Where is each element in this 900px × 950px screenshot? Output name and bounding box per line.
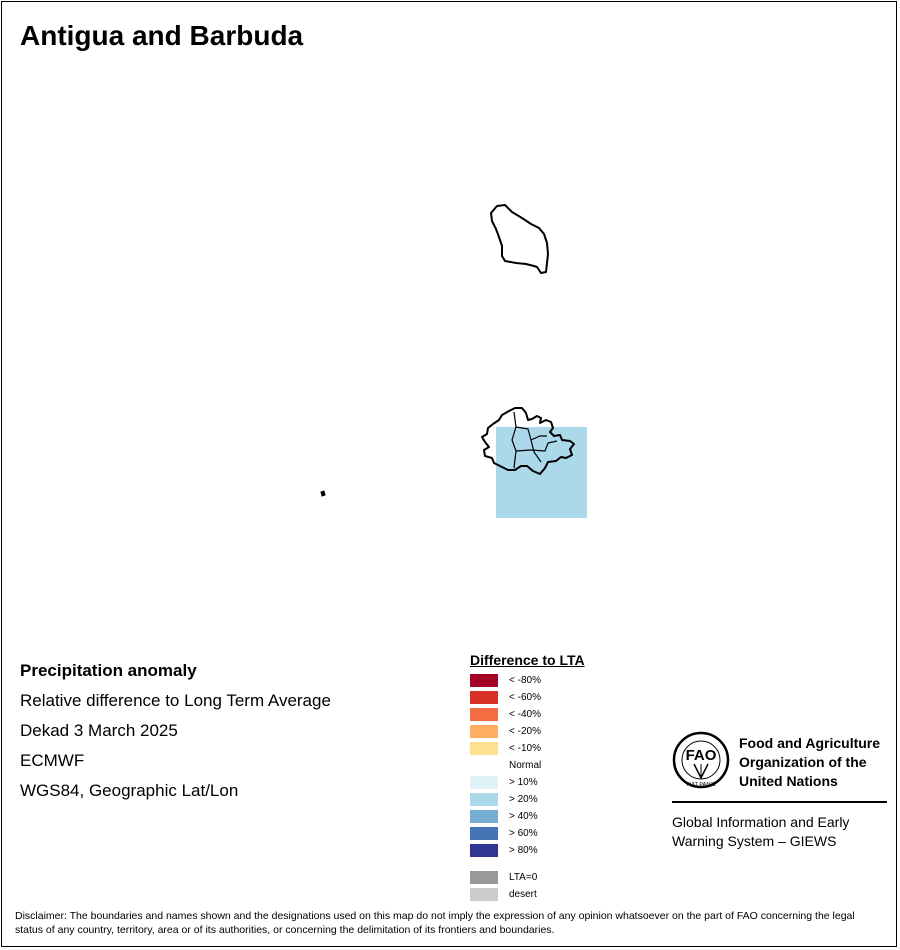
map-data-source: ECMWF (20, 751, 85, 770)
legend-item (470, 808, 585, 825)
map-variable-heading: Precipitation anomaly (20, 661, 197, 680)
legend-swatch (470, 810, 498, 823)
fao-organization-name: Food and Agriculture Organization of the United Nations (739, 735, 881, 789)
legend-label: > 10% (509, 777, 538, 788)
legend-title: Difference to LTA (470, 652, 585, 668)
legend-label: > 60% (509, 828, 538, 839)
fao-logo-motto: FIAT PANIS (686, 782, 716, 788)
legend-swatch (470, 691, 498, 704)
legend-label: < -20% (509, 726, 541, 737)
legend-swatch (470, 827, 498, 840)
legend-item (470, 672, 585, 689)
legend-swatch (470, 742, 498, 755)
legend-item (470, 791, 585, 808)
legend-swatch (470, 844, 498, 857)
map-title: Antigua and Barbuda (20, 20, 304, 51)
map-period: Dekad 3 March 2025 (20, 721, 178, 740)
redonda-island-outline (321, 491, 325, 496)
map-variable-description: Relative difference to Long Term Average (20, 691, 331, 710)
legend-swatch (470, 776, 498, 789)
legend-swatch (470, 759, 498, 772)
legend-item (470, 842, 585, 859)
legend-label: < -80% (509, 675, 541, 686)
legend-swatch (470, 708, 498, 721)
legend-item (470, 869, 585, 886)
legend-items (470, 672, 585, 859)
legend-item (470, 886, 585, 903)
fao-divider (672, 801, 887, 803)
legend-item (470, 740, 585, 757)
legend-swatch (470, 793, 498, 806)
legend-label: > 40% (509, 811, 538, 822)
legend (470, 652, 585, 903)
legend-item (470, 774, 585, 791)
legend-swatch (470, 674, 498, 687)
legend-item (470, 723, 585, 740)
legend-extra-items (470, 869, 585, 903)
legend-label: < -40% (509, 709, 541, 720)
legend-label: < -60% (509, 692, 541, 703)
legend-label: desert (509, 889, 537, 900)
legend-label: < -10% (509, 743, 541, 754)
legend-item (470, 757, 585, 774)
disclaimer: Disclaimer: The boundaries and names shown and the designations used on this map do not imply the expression of any opinion whatsoever on the part of FAO concerning the legal status of any country, territory, area or of its authorities, or concerning the delimitation of its frontiers and boundaries. (15, 910, 855, 936)
barbuda-island-outline (491, 205, 548, 273)
legend-item (470, 689, 585, 706)
legend-item (470, 706, 585, 723)
fao-logo-icon (672, 731, 730, 789)
legend-label: > 80% (509, 845, 538, 856)
legend-swatch (470, 725, 498, 738)
map-projection: WGS84, Geographic Lat/Lon (20, 781, 239, 800)
giews-name: Global Information and Early Warning System – GIEWS (672, 814, 850, 849)
fao-logo-letters: FAO (685, 747, 717, 764)
legend-label: LTA=0 (509, 872, 538, 883)
legend-label: > 20% (509, 794, 538, 805)
legend-swatch (470, 871, 498, 884)
map-info-block (20, 656, 331, 806)
legend-item (470, 825, 585, 842)
legend-label: Normal (509, 760, 542, 771)
legend-swatch (470, 888, 498, 901)
